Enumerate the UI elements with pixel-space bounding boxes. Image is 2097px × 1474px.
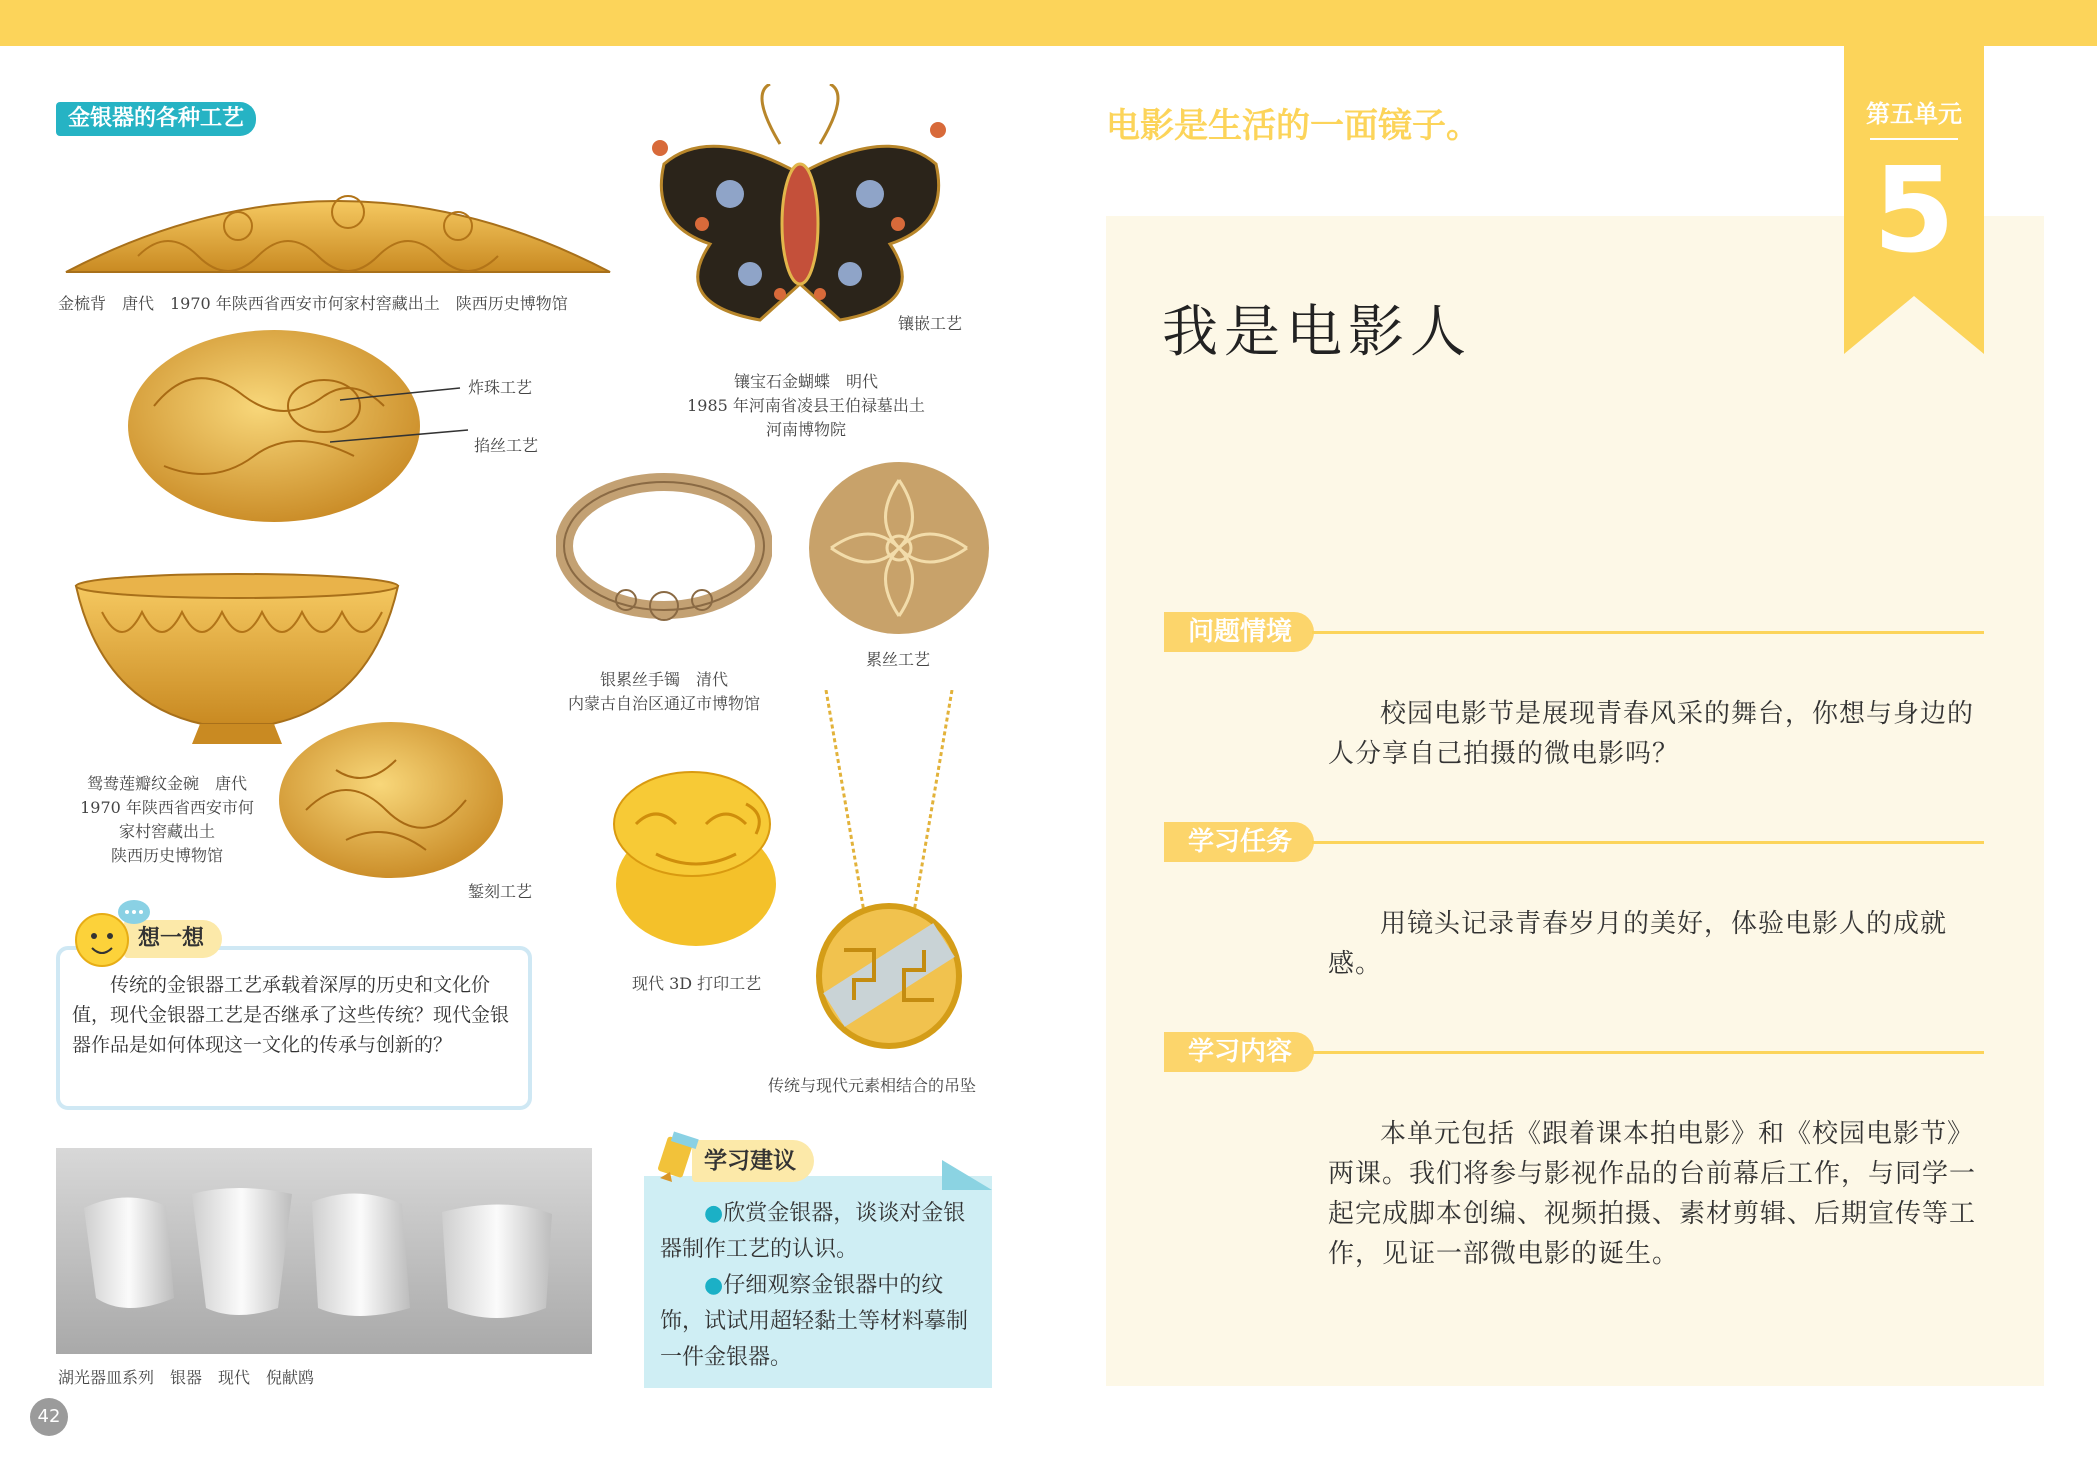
caption-filigree-pinch: 掐丝工艺 [474, 436, 539, 455]
heading-rule [1312, 1051, 1984, 1054]
caption-pendant: 传统与现代元素相结合的吊坠 [768, 1076, 977, 1095]
think-label: 想一想 [124, 920, 222, 958]
caption-bowl-line1: 鸳鸯莲瓣纹金碗 唐代 [86, 774, 247, 793]
slogan: 电影是生活的一面镜子。 [1106, 106, 1480, 146]
top-banner [0, 0, 2097, 46]
gold-comb-photo [58, 160, 618, 280]
caption-butterfly [656, 370, 956, 442]
think-text: 传统的金银器工艺承载着深厚的历史和文化价值，现代金银器工艺是否继承了这些传统？现代金银器作品是如何体现这一文化的传承与创新的？ [72, 974, 510, 1056]
caption-butterfly-line2: 1985 年河南省凌县王伯禄墓出土 [687, 396, 925, 415]
heading-problem-situation: 问题情境 [1164, 612, 1314, 652]
lesson-title: 我是电影人 [1162, 300, 1472, 365]
caption-butterfly-line1: 镶宝石金蝴蝶 明代 [733, 372, 878, 391]
pencil-icon [656, 1130, 700, 1186]
unit-number: 5 [1872, 141, 1956, 279]
caption-bracelet-line2: 内蒙古自治区通辽市博物馆 [567, 694, 760, 713]
advice-item-text: 欣赏金银器，谈谈对金银器制作工艺的认识。 [660, 1201, 966, 1262]
section-tag: 金银器的各种工艺 [56, 102, 256, 136]
3d-printed-lion-photo [596, 764, 796, 950]
pendant-photo [804, 690, 974, 1050]
advice-list [660, 1196, 986, 1376]
heading-learning-task: 学习任务 [1164, 822, 1314, 862]
caption-granulation: 炸珠工艺 [468, 378, 533, 397]
advice-item-text: 仔细观察金银器中的纹饰，试试用超轻黏土等材料摹制一件金银器。 [660, 1273, 969, 1370]
bullet-icon: ● [704, 1201, 724, 1226]
caption-bowl-line4: 陕西历史博物馆 [110, 846, 223, 865]
caption-inlay: 镶嵌工艺 [898, 314, 963, 333]
caption-chisel: 錾刻工艺 [468, 882, 533, 901]
heading-learning-content: 学习内容 [1164, 1032, 1314, 1072]
advice-item [660, 1268, 986, 1376]
problem-situation-text: 校园电影节是展现青春风采的舞台，你想与身边的人分享自己拍摄的微电影吗？ [1328, 699, 1975, 769]
silver-bracelet-photo [556, 466, 772, 626]
caption-bowl-line3: 家村窖藏出土 [118, 822, 215, 841]
caption-3d-print: 现代 3D 打印工艺 [632, 974, 762, 993]
advice-label: 学习建议 [692, 1140, 814, 1182]
learning-task-text: 用镜头记录青春岁月的美好，体验电影人的成就感。 [1328, 909, 1948, 979]
caption-bowl-line2: 1970 年陕西省西安市何 [80, 798, 254, 817]
caption-lei-si: 累丝工艺 [866, 650, 931, 669]
caption-bowl [62, 772, 272, 868]
heading-rule [1312, 841, 1984, 844]
caption-bracelet [554, 668, 774, 716]
learning-content-text: 本单元包括《跟着课本拍电影》和《校园电影节》两课。我们将参与影视作品的台前幕后工作，与同学一起完成脚本创编、视频拍摄、素材剪辑、后期宣传等工作，见证一部微电影的诞生。 [1328, 1119, 1977, 1269]
caption-cups: 湖光器皿系列 银器 现代 倪献鸥 [58, 1368, 315, 1387]
filigree-detail-photo [806, 460, 992, 636]
bullet-icon: ● [704, 1273, 724, 1298]
gold-butterfly-photo [650, 84, 950, 328]
caption-butterfly-line3: 河南博物院 [765, 420, 846, 439]
caption-bracelet-line1: 银累丝手镯 清代 [599, 670, 728, 689]
page-number: 42 [30, 1398, 68, 1436]
chisel-detail-photo [276, 720, 506, 880]
caption-comb: 金梳背 唐代 1970 年陕西省西安市何家村窖藏出土 陕西历史博物馆 [58, 294, 568, 313]
callout-lines [330, 380, 480, 450]
page-fold-corner [942, 1160, 992, 1190]
unit-label: 第五单元 [1866, 100, 1962, 128]
silver-cups-photo [56, 1148, 592, 1354]
smiley-icon [72, 898, 156, 970]
advice-item [660, 1196, 986, 1268]
heading-rule [1312, 631, 1984, 634]
